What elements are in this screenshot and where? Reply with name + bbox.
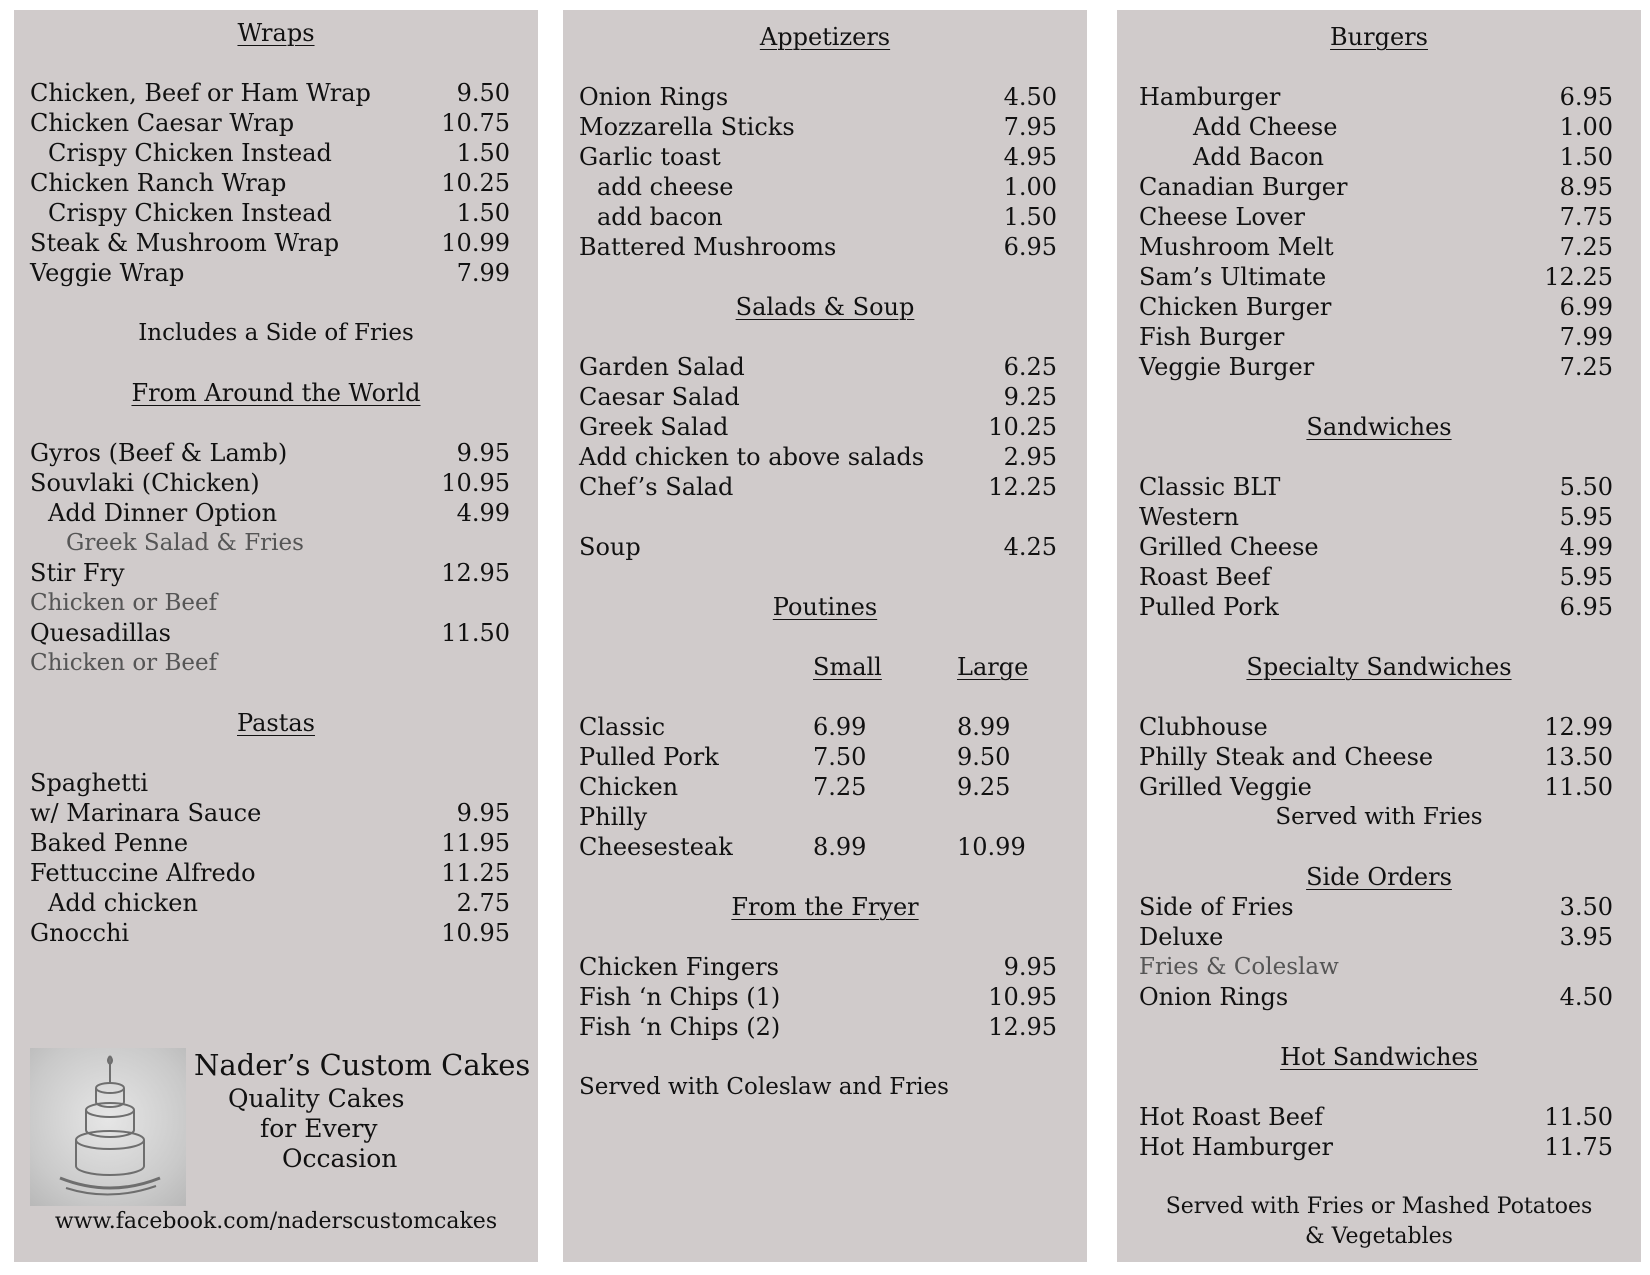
menu-item: Roast Beef 5.95 <box>1139 563 1613 591</box>
menu-item-desc: Chicken or Beef <box>30 650 218 676</box>
poutine-name: Cheesesteak <box>579 833 733 861</box>
hot-note-2: & Vegetables <box>1305 1224 1453 1249</box>
menu-item: Souvlaki (Chicken) 10.95 <box>30 469 510 497</box>
poutine-size-small-label: Small <box>813 653 882 681</box>
poutine-large-price: 9.25 <box>957 773 1011 801</box>
section-heading-hot: Hot Sandwiches <box>1280 1043 1478 1071</box>
poutine-large-price: 9.50 <box>957 743 1011 771</box>
menu-item: Mushroom Melt 7.25 <box>1139 233 1613 261</box>
menu-item: Veggie Wrap 7.99 <box>30 259 510 287</box>
section-heading-specialty: Specialty Sandwiches <box>1246 653 1512 681</box>
menu-item: Garlic toast 4.95 <box>579 143 1057 171</box>
menu-item: Veggie Burger 7.25 <box>1139 353 1613 381</box>
menu-item: Grilled Veggie 11.50 <box>1139 773 1613 801</box>
section-heading-pastas: Pastas <box>237 709 315 737</box>
menu-item: Grilled Cheese 4.99 <box>1139 533 1613 561</box>
menu-item: Pulled Pork 6.95 <box>1139 593 1613 621</box>
menu-item: Soup 4.25 <box>579 533 1057 561</box>
menu-panel-left <box>14 10 538 1262</box>
poutine-small-price: 7.25 <box>813 773 867 801</box>
menu-item: Stir Fry 12.95 <box>30 559 510 587</box>
menu-panel-middle <box>563 10 1087 1262</box>
menu-item: Caesar Salad 9.25 <box>579 383 1057 411</box>
section-heading-world: From Around the World <box>131 379 421 407</box>
menu-panel-right <box>1117 10 1641 1262</box>
menu-item: w/ Marinara Sauce 9.95 <box>30 799 510 827</box>
menu-item: Mozzarella Sticks 7.95 <box>579 113 1057 141</box>
menu-item: Western 5.95 <box>1139 503 1613 531</box>
menu-item: Chicken Fingers 9.95 <box>579 953 1057 981</box>
menu-item: Philly Steak and Cheese 13.50 <box>1139 743 1613 771</box>
menu-item: Quesadillas 11.50 <box>30 619 510 647</box>
menu-item: Classic BLT 5.50 <box>1139 473 1613 501</box>
poutine-small-price: 6.99 <box>813 713 867 741</box>
menu-item: Chicken Ranch Wrap 10.25 <box>30 169 510 197</box>
section-heading-burgers: Burgers <box>1330 23 1428 51</box>
section-heading-salads: Salads & Soup <box>735 293 915 321</box>
menu-item-addon: add bacon 1.50 <box>597 203 1057 231</box>
poutine-small-price: 7.50 <box>813 743 867 771</box>
ad-url: www.facebook.com/naderscustomcakes <box>54 1209 498 1234</box>
ad-tagline-3: Occasion <box>282 1144 398 1173</box>
section-heading-appetizers: Appetizers <box>759 23 891 51</box>
menu-item: Fish ‘n Chips (1) 10.95 <box>579 983 1057 1011</box>
poutine-name: Chicken <box>579 773 679 801</box>
menu-item: Canadian Burger 8.95 <box>1139 173 1613 201</box>
menu-item: Hot Roast Beef 11.50 <box>1139 1103 1613 1131</box>
cake-logo-image <box>30 1048 186 1206</box>
menu-item-addon: Add chicken 2.75 <box>48 889 510 917</box>
menu-item: Gnocchi 10.95 <box>30 919 510 947</box>
menu-item-desc: Greek Salad & Fries <box>66 530 304 556</box>
menu-item: Add chicken to above salads 2.95 <box>579 443 1057 471</box>
menu-item: Battered Mushrooms 6.95 <box>579 233 1057 261</box>
menu-item-addon: Add Cheese 1.00 <box>1193 113 1613 141</box>
fryer-note: Served with Coleslaw and Fries <box>579 1074 949 1100</box>
menu-item: Steak & Mushroom Wrap 10.99 <box>30 229 510 257</box>
poutine-name: Pulled Pork <box>579 743 719 771</box>
menu-item: Gyros (Beef & Lamb) 9.95 <box>30 439 510 467</box>
poutine-size-large-label: Large <box>957 653 1029 681</box>
menu-item-addon: Add Dinner Option 4.99 <box>48 499 510 527</box>
menu-item: Baked Penne 11.95 <box>30 829 510 857</box>
menu-item: Chicken Burger 6.99 <box>1139 293 1613 321</box>
poutine-name: Philly <box>579 803 648 831</box>
menu-item: Spaghetti <box>30 769 149 797</box>
hot-note-1: Served with Fries or Mashed Potatoes <box>1165 1194 1593 1219</box>
section-heading-wraps: Wraps <box>237 19 315 47</box>
specialty-note: Served with Fries <box>1275 804 1483 830</box>
menu-item-addon: Crispy Chicken Instead 1.50 <box>48 139 510 167</box>
menu-item: Clubhouse 12.99 <box>1139 713 1613 741</box>
menu-item: Side of Fries 3.50 <box>1139 893 1613 921</box>
menu-item: Greek Salad 10.25 <box>579 413 1057 441</box>
section-heading-fryer: From the Fryer <box>731 893 919 921</box>
menu-item: Hamburger 6.95 <box>1139 83 1613 111</box>
menu-item: Chicken, Beef or Ham Wrap 9.50 <box>30 79 510 107</box>
menu-item: Fish Burger 7.99 <box>1139 323 1613 351</box>
ad-title: Nader’s Custom Cakes <box>194 1048 531 1082</box>
menu-item-addon: add cheese 1.00 <box>597 173 1057 201</box>
menu-item-addon: Crispy Chicken Instead 1.50 <box>48 199 510 227</box>
ad-tagline-1: Quality Cakes <box>228 1084 405 1113</box>
menu-item: Fish ‘n Chips (2) 12.95 <box>579 1013 1057 1041</box>
poutine-small-price: 8.99 <box>813 833 867 861</box>
cake-icon <box>30 1048 186 1206</box>
menu-item: Cheese Lover 7.75 <box>1139 203 1613 231</box>
wraps-note: Includes a Side of Fries <box>138 320 414 346</box>
menu-item: Sam’s Ultimate 12.25 <box>1139 263 1613 291</box>
menu-item-addon: Add Bacon 1.50 <box>1193 143 1613 171</box>
menu-item: Chef’s Salad 12.25 <box>579 473 1057 501</box>
section-heading-sandwiches: Sandwiches <box>1306 413 1452 441</box>
ad-tagline-2: for Every <box>260 1114 378 1143</box>
menu-item: Deluxe 3.95 <box>1139 923 1613 951</box>
menu-item: Chicken Caesar Wrap 10.75 <box>30 109 510 137</box>
menu-item: Hot Hamburger 11.75 <box>1139 1133 1613 1161</box>
menu-item: Onion Rings 4.50 <box>1139 983 1613 1011</box>
menu-item: Garden Salad 6.25 <box>579 353 1057 381</box>
menu-item: Onion Rings 4.50 <box>579 83 1057 111</box>
menu-item-desc: Chicken or Beef <box>30 590 218 616</box>
section-heading-poutines: Poutines <box>772 593 878 621</box>
menu-item: Fettuccine Alfredo 11.25 <box>30 859 510 887</box>
poutine-large-price: 8.99 <box>957 713 1011 741</box>
poutine-large-price: 10.99 <box>957 833 1026 861</box>
poutine-name: Classic <box>579 713 666 741</box>
section-heading-sides: Side Orders <box>1306 863 1452 891</box>
menu-item-desc: Fries & Coleslaw <box>1139 954 1339 980</box>
